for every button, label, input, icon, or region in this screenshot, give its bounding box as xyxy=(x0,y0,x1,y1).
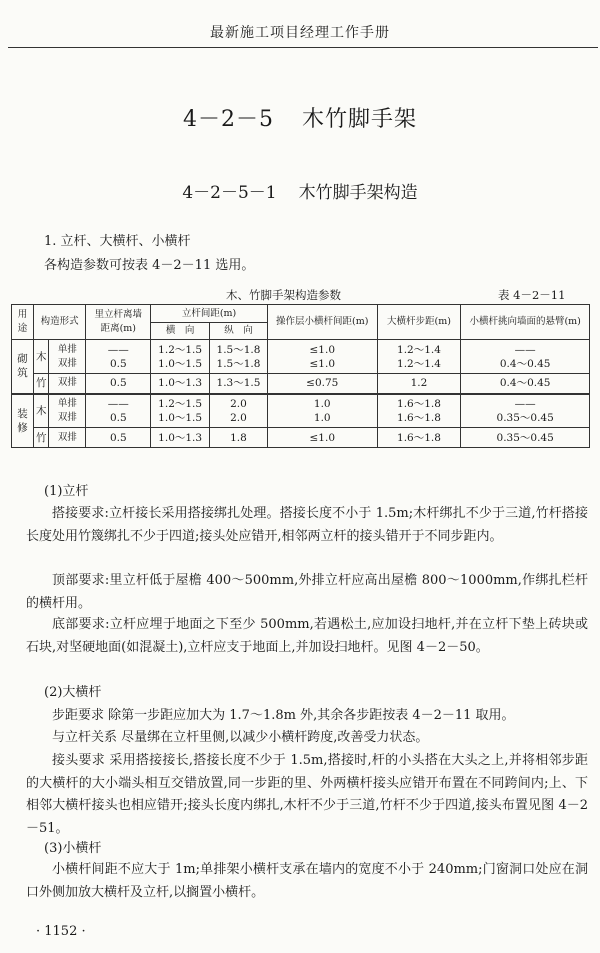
material-cell: 木 xyxy=(33,340,49,374)
header-spacing: 立杆间距(m) xyxy=(151,305,268,323)
step-cell: 1.2 xyxy=(377,374,461,394)
header-structure: 构造形式 xyxy=(33,305,85,340)
step-cell: 1.2～1.4 1.2～1.4 xyxy=(377,340,461,374)
header-horizontal: 横 向 xyxy=(151,323,210,340)
longitudinal-cell: 1.3～1.5 xyxy=(210,374,268,394)
header-inner-distance xyxy=(86,305,151,340)
intro-text: 各构造参数可按表 4－2－11 选用。 xyxy=(44,258,255,273)
running-head: 最新施工项目经理工作手册 xyxy=(210,25,390,41)
form-cell: 单排 双排 xyxy=(49,394,86,428)
paragraph-bottom: 底部要求:立杆应埋于地面之下至少 500mm,若遇松土,应加设扫地杆,并在立杆下垫上砖块或石块,对坚硬地面(如混凝土),立杆应支于地面上,并加设扫地杆。见图 4－2－50。 xyxy=(26,617,588,655)
small-bar-cell: ≤1.0 xyxy=(267,428,377,448)
section-title xyxy=(0,102,600,133)
small-bar-cell: 1.0 1.0 xyxy=(267,394,377,428)
subsection-title-text: 木竹脚手架构造 xyxy=(298,183,418,203)
form-cell: 单排 双排 xyxy=(49,340,86,374)
inner-cell: —— 0.5 xyxy=(86,340,151,374)
material-cell: 竹 xyxy=(33,374,49,394)
paragraph-top: 顶部要求:里立杆低于屋檐 400～500mm,外排立杆应高出屋檐 800～1000mm,作绑扎栏杆的横杆用。 xyxy=(26,573,588,611)
step-cell: 1.6～1.8 xyxy=(377,428,461,448)
small-bar-cell: ≤0.75 xyxy=(267,374,377,394)
table-number: 表 4－2－11 xyxy=(498,288,566,302)
subsection-title xyxy=(0,178,600,203)
paragraph-joint: 接头要求 采用搭接接长,搭接长度不少于 1.5m,搭接时,杆的小头搭在大头之上,并将相邻步距的大横杆的大小端头相互交错放置,同一步距的里、外两横杆接头应错开布置在不同跨间内;上、下相邻大横杆接头也相应错开;接头长度内绑扎,木杆不少于三道,竹杆不少于四道,接头布置见图 4－2－51。 xyxy=(26,753,588,836)
step-cell: 1.6～1.8 1.6～1.8 xyxy=(377,394,461,428)
inner-cell: —— 0.5 xyxy=(86,394,151,428)
header-step: 大横杆步距(m) xyxy=(377,305,461,340)
horizontal-cell: 1.2～1.5 1.0～1.5 xyxy=(151,340,210,374)
paragraph-splice: 搭接要求:立杆接长采用搭接绑扎处理。搭接长度不小于 1.5m;木杆绑扎不少于三道,竹杆搭接长度处用竹篾绑扎不少于四道;接头处应错开,相邻两立杆的接头错开于不同步距内。 xyxy=(26,506,588,544)
overhang-cell: —— 0.4～0.45 xyxy=(461,340,590,374)
usage-decoration-char-2: 修 xyxy=(17,421,28,434)
longitudinal-cell: 2.0 2.0 xyxy=(210,394,268,428)
overhang-cell: 0.4～0.45 xyxy=(461,374,590,394)
usage-masonry-char-2: 筑 xyxy=(17,367,28,380)
subheading-ledger: (2)大横杆 xyxy=(44,685,102,700)
section-title-text: 木竹脚手架 xyxy=(301,107,417,132)
horizontal-cell: 1.0～1.3 xyxy=(151,374,210,394)
heading-bars: 1. 立杆、大横杆、小横杆 xyxy=(44,234,191,249)
longitudinal-cell: 1.8 xyxy=(210,428,268,448)
page-number: · 1152 · xyxy=(36,924,86,939)
horizontal-cell: 1.0～1.3 xyxy=(151,428,210,448)
header-longitudinal: 纵 向 xyxy=(210,323,268,340)
parameters-table xyxy=(11,304,590,448)
usage-masonry xyxy=(12,340,34,394)
usage-decoration-char-1: 装 xyxy=(17,407,28,420)
horizontal-cell: 1.2～1.5 1.0～1.5 xyxy=(151,394,210,428)
paragraph-step-distance: 步距要求 除第一步距应加大为 1.7～1.8m 外,其余各步距按表 4－2－11 取用。 xyxy=(52,708,515,723)
overhang-cell: —— 0.35～0.45 xyxy=(461,394,590,428)
header-small-bar-spacing: 操作层小横杆间距(m) xyxy=(267,305,377,340)
paragraph-relation: 与立杆关系 尽量绑在立杆里侧,以减少小横杆跨度,改善受力状态。 xyxy=(52,730,429,745)
small-bar-cell: ≤1.0 ≤1.0 xyxy=(267,340,377,374)
form-cell: 双排 xyxy=(49,374,86,394)
header-usage: 用途 xyxy=(12,305,34,340)
subheading-transom: (3)小横杆 xyxy=(44,841,102,856)
subsection-number: 4－2－5－1 xyxy=(182,183,277,203)
overhang-cell: 0.35～0.45 xyxy=(461,428,590,448)
material-cell: 竹 xyxy=(33,428,49,448)
paragraph-transom: 小横杆间距不应大于 1m;单排架小横杆支承在墙内的宽度不小于 240mm;门窗洞口处应在洞口外侧加放大横杆及立杆,以搁置小横杆。 xyxy=(26,862,588,900)
longitudinal-cell: 1.5～1.8 1.5～1.8 xyxy=(210,340,268,374)
header-inner-distance-line2: 距离(m) xyxy=(100,323,136,334)
header-inner-distance-line1: 里立杆离墙 xyxy=(94,309,143,320)
inner-cell: 0.5 xyxy=(86,428,151,448)
section-number: 4－2－5 xyxy=(182,107,274,132)
subheading-upright-pole: (1)立杆 xyxy=(44,484,89,499)
table-caption: 木、竹脚手架构造参数 xyxy=(226,288,341,302)
header-overhang: 小横杆挑向墙面的悬臂(m) xyxy=(461,305,590,340)
form-cell: 双排 xyxy=(49,428,86,448)
header-rule xyxy=(8,47,598,48)
inner-cell: 0.5 xyxy=(86,374,151,394)
material-cell: 木 xyxy=(33,394,49,428)
usage-masonry-char-1: 砌 xyxy=(17,353,28,366)
usage-decoration xyxy=(12,394,34,448)
